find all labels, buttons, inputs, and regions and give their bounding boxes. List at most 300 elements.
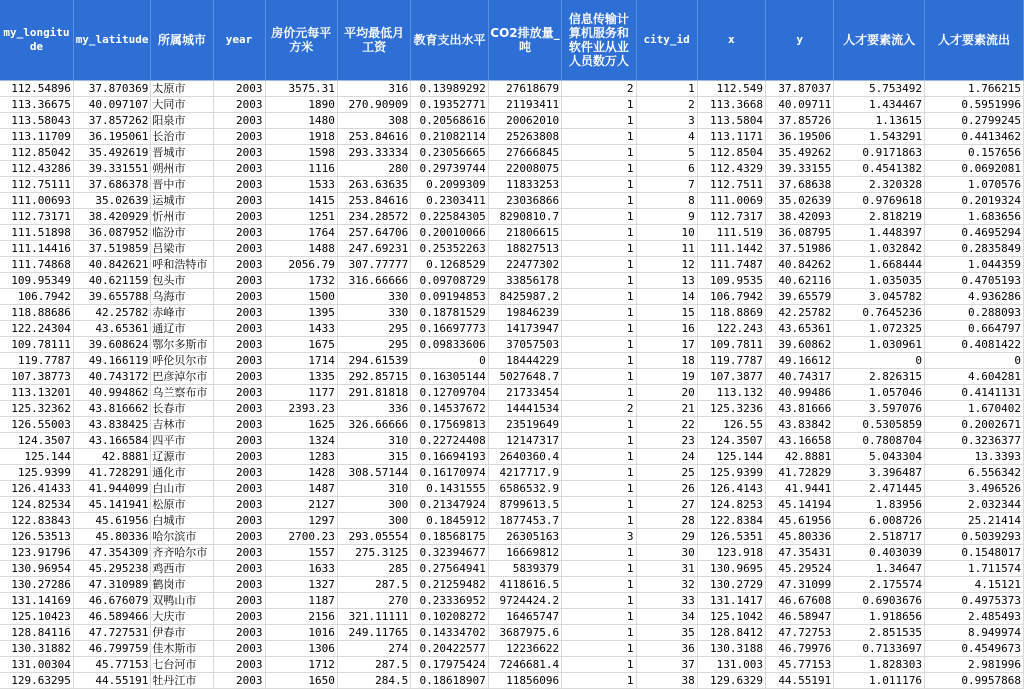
cell-city-id[interactable]: 18 <box>636 353 697 369</box>
cell-city-id[interactable]: 29 <box>636 529 697 545</box>
cell-year[interactable]: 2003 <box>213 561 265 577</box>
cell-longitude[interactable]: 111.74868 <box>0 257 73 273</box>
cell-co2-emissions[interactable]: 5027648.7 <box>488 369 561 385</box>
cell-talent-inflow[interactable]: 0 <box>834 353 925 369</box>
cell-latitude[interactable]: 37.519859 <box>73 241 150 257</box>
cell-it-employees[interactable]: 1 <box>562 113 636 129</box>
cell-education-spending[interactable]: 0.16694193 <box>411 449 488 465</box>
cell-co2-emissions[interactable]: 16465747 <box>488 609 561 625</box>
cell-min-wage[interactable]: 263.63635 <box>337 177 410 193</box>
cell-x[interactable]: 113.5804 <box>697 113 765 129</box>
cell-talent-outflow[interactable]: 6.556342 <box>925 465 1024 481</box>
cell-longitude[interactable]: 125.32362 <box>0 401 73 417</box>
cell-education-spending[interactable]: 0.16305144 <box>411 369 488 385</box>
cell-city[interactable]: 包头市 <box>151 273 213 289</box>
cell-city[interactable]: 吕梁市 <box>151 241 213 257</box>
cell-longitude[interactable]: 106.7942 <box>0 289 73 305</box>
cell-city[interactable]: 吉林市 <box>151 417 213 433</box>
cell-city-id[interactable]: 1 <box>636 81 697 97</box>
cell-longitude[interactable]: 123.91796 <box>0 545 73 561</box>
cell-house-price[interactable]: 1488 <box>265 241 337 257</box>
cell-y[interactable]: 45.29524 <box>766 561 834 577</box>
cell-house-price[interactable]: 1177 <box>265 385 337 401</box>
cell-talent-outflow[interactable]: 0.0692081 <box>925 161 1024 177</box>
cell-longitude[interactable]: 113.36675 <box>0 97 73 113</box>
cell-education-spending[interactable]: 0.18618907 <box>411 673 488 689</box>
cell-latitude[interactable]: 36.195061 <box>73 129 150 145</box>
cell-co2-emissions[interactable]: 11856096 <box>488 673 561 689</box>
cell-education-spending[interactable]: 0.13989292 <box>411 81 488 97</box>
cell-min-wage[interactable]: 280 <box>337 161 410 177</box>
cell-x[interactable]: 113.3668 <box>697 97 765 113</box>
cell-city-id[interactable]: 5 <box>636 145 697 161</box>
cell-co2-emissions[interactable]: 12147317 <box>488 433 561 449</box>
cell-latitude[interactable]: 40.743172 <box>73 369 150 385</box>
cell-min-wage[interactable]: 330 <box>337 289 410 305</box>
cell-co2-emissions[interactable]: 12236622 <box>488 641 561 657</box>
cell-y[interactable]: 49.16612 <box>766 353 834 369</box>
cell-it-employees[interactable]: 1 <box>562 129 636 145</box>
cell-talent-outflow[interactable]: 4.604281 <box>925 369 1024 385</box>
cell-talent-outflow[interactable]: 0.2799245 <box>925 113 1024 129</box>
cell-talent-inflow[interactable]: 5.753492 <box>834 81 925 97</box>
cell-latitude[interactable]: 42.8881 <box>73 449 150 465</box>
cell-city-id[interactable]: 15 <box>636 305 697 321</box>
cell-city-id[interactable]: 11 <box>636 241 697 257</box>
cell-min-wage[interactable]: 287.5 <box>337 657 410 673</box>
cell-longitude[interactable]: 107.38773 <box>0 369 73 385</box>
cell-city[interactable]: 乌海市 <box>151 289 213 305</box>
cell-min-wage[interactable]: 316 <box>337 81 410 97</box>
cell-talent-outflow[interactable]: 1.766215 <box>925 81 1024 97</box>
cell-talent-inflow[interactable]: 0.9769618 <box>834 193 925 209</box>
cell-year[interactable]: 2003 <box>213 241 265 257</box>
cell-talent-outflow[interactable]: 0.157656 <box>925 145 1024 161</box>
cell-house-price[interactable]: 1283 <box>265 449 337 465</box>
cell-talent-inflow[interactable]: 0.6903676 <box>834 593 925 609</box>
cell-city-id[interactable]: 6 <box>636 161 697 177</box>
cell-education-spending[interactable]: 0.18568175 <box>411 529 488 545</box>
cell-latitude[interactable]: 39.331551 <box>73 161 150 177</box>
cell-it-employees[interactable]: 1 <box>562 657 636 673</box>
cell-it-employees[interactable]: 1 <box>562 193 636 209</box>
cell-city-id[interactable]: 7 <box>636 177 697 193</box>
cell-x[interactable]: 111.0069 <box>697 193 765 209</box>
cell-latitude[interactable]: 36.087952 <box>73 225 150 241</box>
cell-house-price[interactable]: 1487 <box>265 481 337 497</box>
cell-x[interactable]: 119.7787 <box>697 353 765 369</box>
cell-city[interactable]: 伊春市 <box>151 625 213 641</box>
cell-latitude[interactable]: 39.608624 <box>73 337 150 353</box>
cell-city[interactable]: 鸡西市 <box>151 561 213 577</box>
cell-latitude[interactable]: 40.994862 <box>73 385 150 401</box>
cell-min-wage[interactable]: 326.66666 <box>337 417 410 433</box>
cell-it-employees[interactable]: 1 <box>562 577 636 593</box>
cell-it-employees[interactable]: 1 <box>562 209 636 225</box>
cell-city[interactable]: 牡丹江市 <box>151 673 213 689</box>
cell-longitude[interactable]: 111.14416 <box>0 241 73 257</box>
cell-min-wage[interactable]: 300 <box>337 497 410 513</box>
cell-it-employees[interactable]: 1 <box>562 225 636 241</box>
cell-x[interactable]: 125.1042 <box>697 609 765 625</box>
cell-latitude[interactable]: 45.61956 <box>73 513 150 529</box>
cell-x[interactable]: 129.6329 <box>697 673 765 689</box>
cell-year[interactable]: 2003 <box>213 129 265 145</box>
cell-talent-outflow[interactable]: 2.032344 <box>925 497 1024 513</box>
cell-y[interactable]: 37.51986 <box>766 241 834 257</box>
cell-x[interactable]: 106.7942 <box>697 289 765 305</box>
cell-city[interactable]: 松原市 <box>151 497 213 513</box>
cell-y[interactable]: 43.81666 <box>766 401 834 417</box>
cell-it-employees[interactable]: 1 <box>562 321 636 337</box>
cell-latitude[interactable]: 37.857262 <box>73 113 150 129</box>
cell-city[interactable]: 巴彦淖尔市 <box>151 369 213 385</box>
cell-education-spending[interactable]: 0.20568616 <box>411 113 488 129</box>
cell-talent-outflow[interactable]: 0.4695294 <box>925 225 1024 241</box>
cell-x[interactable]: 124.8253 <box>697 497 765 513</box>
cell-min-wage[interactable]: 336 <box>337 401 410 417</box>
cell-y[interactable]: 42.8881 <box>766 449 834 465</box>
cell-city-id[interactable]: 17 <box>636 337 697 353</box>
cell-longitude[interactable]: 113.11709 <box>0 129 73 145</box>
cell-talent-inflow[interactable]: 0.7133697 <box>834 641 925 657</box>
cell-latitude[interactable]: 46.676079 <box>73 593 150 609</box>
cell-latitude[interactable]: 43.838425 <box>73 417 150 433</box>
cell-longitude[interactable]: 130.96954 <box>0 561 73 577</box>
cell-y[interactable]: 36.08795 <box>766 225 834 241</box>
cell-city[interactable]: 阳泉市 <box>151 113 213 129</box>
cell-education-spending[interactable]: 0.14334702 <box>411 625 488 641</box>
cell-x[interactable]: 113.132 <box>697 385 765 401</box>
cell-talent-inflow[interactable]: 1.030961 <box>834 337 925 353</box>
cell-talent-inflow[interactable]: 0.9171863 <box>834 145 925 161</box>
cell-talent-outflow[interactable]: 0.2019324 <box>925 193 1024 209</box>
cell-city[interactable]: 运城市 <box>151 193 213 209</box>
cell-talent-inflow[interactable]: 1.072325 <box>834 321 925 337</box>
cell-co2-emissions[interactable]: 27618679 <box>488 81 561 97</box>
cell-city[interactable]: 大庆市 <box>151 609 213 625</box>
column-header-x[interactable]: x <box>697 0 765 81</box>
cell-talent-outflow[interactable]: 4.15121 <box>925 577 1024 593</box>
cell-city-id[interactable]: 23 <box>636 433 697 449</box>
cell-year[interactable]: 2003 <box>213 465 265 481</box>
cell-city-id[interactable]: 2 <box>636 97 697 113</box>
cell-year[interactable]: 2003 <box>213 609 265 625</box>
cell-year[interactable]: 2003 <box>213 321 265 337</box>
cell-co2-emissions[interactable]: 21733454 <box>488 385 561 401</box>
cell-year[interactable]: 2003 <box>213 369 265 385</box>
cell-it-employees[interactable]: 1 <box>562 481 636 497</box>
cell-x[interactable]: 112.7317 <box>697 209 765 225</box>
cell-city[interactable]: 朔州市 <box>151 161 213 177</box>
cell-house-price[interactable]: 1433 <box>265 321 337 337</box>
cell-city-id[interactable]: 36 <box>636 641 697 657</box>
column-header-city-id[interactable]: city_id <box>636 0 697 81</box>
cell-co2-emissions[interactable]: 8425987.2 <box>488 289 561 305</box>
cell-co2-emissions[interactable]: 11833253 <box>488 177 561 193</box>
cell-education-spending[interactable]: 0.19352771 <box>411 97 488 113</box>
cell-y[interactable]: 41.72829 <box>766 465 834 481</box>
cell-y[interactable]: 37.68638 <box>766 177 834 193</box>
column-header-city[interactable]: 所属城市 <box>151 0 213 81</box>
cell-city-id[interactable]: 33 <box>636 593 697 609</box>
column-header-house-price[interactable]: 房价元每平方米 <box>265 0 337 81</box>
cell-latitude[interactable]: 49.166119 <box>73 353 150 369</box>
cell-house-price[interactable]: 2156 <box>265 609 337 625</box>
cell-house-price[interactable]: 1116 <box>265 161 337 177</box>
cell-y[interactable]: 37.85726 <box>766 113 834 129</box>
cell-longitude[interactable]: 130.31882 <box>0 641 73 657</box>
cell-latitude[interactable]: 45.295238 <box>73 561 150 577</box>
cell-house-price[interactable]: 1324 <box>265 433 337 449</box>
cell-house-price[interactable]: 2056.79 <box>265 257 337 273</box>
cell-city-id[interactable]: 4 <box>636 129 697 145</box>
cell-talent-inflow[interactable]: 1.543291 <box>834 129 925 145</box>
cell-y[interactable]: 45.77153 <box>766 657 834 673</box>
cell-it-employees[interactable]: 1 <box>562 561 636 577</box>
cell-co2-emissions[interactable]: 25263808 <box>488 129 561 145</box>
cell-education-spending[interactable]: 0.1431555 <box>411 481 488 497</box>
cell-co2-emissions[interactable]: 2640360.4 <box>488 449 561 465</box>
cell-education-spending[interactable]: 0 <box>411 353 488 369</box>
cell-co2-emissions[interactable]: 23036866 <box>488 193 561 209</box>
cell-x[interactable]: 126.55 <box>697 417 765 433</box>
cell-city-id[interactable]: 19 <box>636 369 697 385</box>
cell-min-wage[interactable]: 247.69231 <box>337 241 410 257</box>
cell-longitude[interactable]: 118.88686 <box>0 305 73 321</box>
cell-education-spending[interactable]: 0.20422577 <box>411 641 488 657</box>
cell-city-id[interactable]: 12 <box>636 257 697 273</box>
cell-co2-emissions[interactable]: 20062010 <box>488 113 561 129</box>
cell-it-employees[interactable]: 1 <box>562 497 636 513</box>
cell-year[interactable]: 2003 <box>213 401 265 417</box>
cell-house-price[interactable]: 1650 <box>265 673 337 689</box>
cell-longitude[interactable]: 126.53513 <box>0 529 73 545</box>
cell-city[interactable]: 大同市 <box>151 97 213 113</box>
cell-min-wage[interactable]: 310 <box>337 481 410 497</box>
cell-education-spending[interactable]: 0.09194853 <box>411 289 488 305</box>
cell-co2-emissions[interactable]: 18827513 <box>488 241 561 257</box>
cell-y[interactable]: 40.99486 <box>766 385 834 401</box>
cell-longitude[interactable]: 112.75111 <box>0 177 73 193</box>
cell-year[interactable]: 2003 <box>213 481 265 497</box>
cell-x[interactable]: 109.9535 <box>697 273 765 289</box>
cell-x[interactable]: 130.9695 <box>697 561 765 577</box>
cell-co2-emissions[interactable]: 22008075 <box>488 161 561 177</box>
cell-year[interactable]: 2003 <box>213 209 265 225</box>
cell-talent-outflow[interactable]: 0.4705193 <box>925 273 1024 289</box>
cell-education-spending[interactable]: 0.22724408 <box>411 433 488 449</box>
cell-year[interactable]: 2003 <box>213 449 265 465</box>
cell-education-spending[interactable]: 0.27564941 <box>411 561 488 577</box>
cell-it-employees[interactable]: 1 <box>562 369 636 385</box>
cell-co2-emissions[interactable]: 3687975.6 <box>488 625 561 641</box>
cell-y[interactable]: 36.19506 <box>766 129 834 145</box>
cell-education-spending[interactable]: 0.2303411 <box>411 193 488 209</box>
cell-year[interactable]: 2003 <box>213 673 265 689</box>
cell-city-id[interactable]: 26 <box>636 481 697 497</box>
cell-min-wage[interactable]: 321.11111 <box>337 609 410 625</box>
cell-co2-emissions[interactable]: 22477302 <box>488 257 561 273</box>
cell-co2-emissions[interactable]: 8290810.7 <box>488 209 561 225</box>
cell-latitude[interactable]: 40.621159 <box>73 273 150 289</box>
cell-min-wage[interactable]: 300 <box>337 513 410 529</box>
cell-min-wage[interactable]: 285 <box>337 561 410 577</box>
cell-y[interactable]: 43.65361 <box>766 321 834 337</box>
cell-it-employees[interactable]: 2 <box>562 401 636 417</box>
cell-talent-inflow[interactable]: 0.7808704 <box>834 433 925 449</box>
cell-y[interactable]: 40.84262 <box>766 257 834 273</box>
cell-y[interactable]: 43.83842 <box>766 417 834 433</box>
cell-house-price[interactable]: 1890 <box>265 97 337 113</box>
cell-longitude[interactable]: 109.78111 <box>0 337 73 353</box>
cell-longitude[interactable]: 126.41433 <box>0 481 73 497</box>
cell-talent-outflow[interactable]: 1.683656 <box>925 209 1024 225</box>
cell-house-price[interactable]: 1557 <box>265 545 337 561</box>
cell-city-id[interactable]: 13 <box>636 273 697 289</box>
cell-min-wage[interactable]: 307.77777 <box>337 257 410 273</box>
cell-city[interactable]: 齐齐哈尔市 <box>151 545 213 561</box>
cell-longitude[interactable]: 129.63295 <box>0 673 73 689</box>
cell-it-employees[interactable]: 1 <box>562 673 636 689</box>
cell-y[interactable]: 46.79976 <box>766 641 834 657</box>
cell-city[interactable]: 辽源市 <box>151 449 213 465</box>
cell-longitude[interactable]: 131.00304 <box>0 657 73 673</box>
cell-longitude[interactable]: 131.14169 <box>0 593 73 609</box>
cell-talent-outflow[interactable]: 0.9957868 <box>925 673 1024 689</box>
cell-talent-inflow[interactable]: 2.175574 <box>834 577 925 593</box>
cell-co2-emissions[interactable]: 23519649 <box>488 417 561 433</box>
column-header-min-wage[interactable]: 平均最低月工资 <box>337 0 410 81</box>
cell-talent-outflow[interactable]: 1.670402 <box>925 401 1024 417</box>
cell-longitude[interactable]: 125.144 <box>0 449 73 465</box>
cell-co2-emissions[interactable]: 8799613.5 <box>488 497 561 513</box>
cell-co2-emissions[interactable]: 1877453.7 <box>488 513 561 529</box>
cell-city[interactable]: 哈尔滨市 <box>151 529 213 545</box>
cell-talent-outflow[interactable]: 0.4081422 <box>925 337 1024 353</box>
cell-house-price[interactable]: 1633 <box>265 561 337 577</box>
cell-co2-emissions[interactable]: 21806615 <box>488 225 561 241</box>
column-header-my-longitude[interactable]: my_longitude <box>0 0 73 81</box>
cell-house-price[interactable]: 1428 <box>265 465 337 481</box>
cell-x[interactable]: 125.3236 <box>697 401 765 417</box>
cell-it-employees[interactable]: 1 <box>562 337 636 353</box>
cell-talent-outflow[interactable]: 0 <box>925 353 1024 369</box>
cell-talent-inflow[interactable]: 2.818219 <box>834 209 925 225</box>
cell-y[interactable]: 39.65579 <box>766 289 834 305</box>
column-header-talent-inflow[interactable]: 人才要素流入 <box>834 0 925 81</box>
cell-house-price[interactable]: 1918 <box>265 129 337 145</box>
cell-talent-inflow[interactable]: 1.828303 <box>834 657 925 673</box>
cell-house-price[interactable]: 1395 <box>265 305 337 321</box>
column-header-my-latitude[interactable]: my_latitude <box>73 0 150 81</box>
cell-longitude[interactable]: 119.7787 <box>0 353 73 369</box>
cell-latitude[interactable]: 37.870369 <box>73 81 150 97</box>
cell-house-price[interactable]: 1625 <box>265 417 337 433</box>
cell-x[interactable]: 131.1417 <box>697 593 765 609</box>
cell-x[interactable]: 111.519 <box>697 225 765 241</box>
cell-city[interactable]: 长春市 <box>151 401 213 417</box>
cell-year[interactable]: 2003 <box>213 161 265 177</box>
cell-house-price[interactable]: 2700.23 <box>265 529 337 545</box>
cell-education-spending[interactable]: 0.22584305 <box>411 209 488 225</box>
cell-talent-outflow[interactable]: 0.664797 <box>925 321 1024 337</box>
cell-year[interactable]: 2003 <box>213 593 265 609</box>
cell-x[interactable]: 111.7487 <box>697 257 765 273</box>
cell-x[interactable]: 126.5351 <box>697 529 765 545</box>
cell-education-spending[interactable]: 0.16170974 <box>411 465 488 481</box>
cell-min-wage[interactable]: 293.33334 <box>337 145 410 161</box>
cell-x[interactable]: 111.1442 <box>697 241 765 257</box>
cell-talent-outflow[interactable]: 0.2835849 <box>925 241 1024 257</box>
cell-latitude[interactable]: 40.097107 <box>73 97 150 113</box>
cell-min-wage[interactable]: 330 <box>337 305 410 321</box>
cell-it-employees[interactable]: 1 <box>562 241 636 257</box>
cell-min-wage[interactable]: 270.90909 <box>337 97 410 113</box>
cell-year[interactable]: 2003 <box>213 529 265 545</box>
cell-longitude[interactable]: 125.9399 <box>0 465 73 481</box>
cell-talent-inflow[interactable]: 0.5305859 <box>834 417 925 433</box>
cell-year[interactable]: 2003 <box>213 225 265 241</box>
cell-latitude[interactable]: 44.55191 <box>73 673 150 689</box>
cell-city-id[interactable]: 31 <box>636 561 697 577</box>
cell-education-spending[interactable]: 0.18781529 <box>411 305 488 321</box>
cell-talent-inflow[interactable]: 1.057046 <box>834 385 925 401</box>
cell-education-spending[interactable]: 0.1845912 <box>411 513 488 529</box>
cell-city[interactable]: 呼和浩特市 <box>151 257 213 273</box>
cell-education-spending[interactable]: 0.23056665 <box>411 145 488 161</box>
cell-city[interactable]: 呼伦贝尔市 <box>151 353 213 369</box>
cell-x[interactable]: 112.7511 <box>697 177 765 193</box>
cell-year[interactable]: 2003 <box>213 337 265 353</box>
cell-y[interactable]: 40.62116 <box>766 273 834 289</box>
cell-talent-inflow[interactable]: 1.34647 <box>834 561 925 577</box>
cell-longitude[interactable]: 112.73171 <box>0 209 73 225</box>
cell-education-spending[interactable]: 0.16697773 <box>411 321 488 337</box>
cell-y[interactable]: 43.16658 <box>766 433 834 449</box>
cell-talent-inflow[interactable]: 3.045782 <box>834 289 925 305</box>
cell-co2-emissions[interactable]: 33856178 <box>488 273 561 289</box>
cell-city[interactable]: 长治市 <box>151 129 213 145</box>
cell-co2-emissions[interactable]: 6586532.9 <box>488 481 561 497</box>
cell-city-id[interactable]: 22 <box>636 417 697 433</box>
cell-longitude[interactable]: 124.3507 <box>0 433 73 449</box>
cell-longitude[interactable]: 130.27286 <box>0 577 73 593</box>
cell-longitude[interactable]: 112.43286 <box>0 161 73 177</box>
cell-city[interactable]: 鹤岗市 <box>151 577 213 593</box>
cell-latitude[interactable]: 43.166584 <box>73 433 150 449</box>
cell-y[interactable]: 38.42093 <box>766 209 834 225</box>
cell-co2-emissions[interactable]: 4217717.9 <box>488 465 561 481</box>
cell-city[interactable]: 佳木斯市 <box>151 641 213 657</box>
cell-longitude[interactable]: 122.24304 <box>0 321 73 337</box>
cell-it-employees[interactable]: 1 <box>562 641 636 657</box>
cell-education-spending[interactable]: 0.23336952 <box>411 593 488 609</box>
cell-talent-outflow[interactable]: 0.5951996 <box>925 97 1024 113</box>
cell-co2-emissions[interactable]: 27666845 <box>488 145 561 161</box>
cell-education-spending[interactable]: 0.09833606 <box>411 337 488 353</box>
cell-talent-outflow[interactable]: 4.936286 <box>925 289 1024 305</box>
cell-co2-emissions[interactable]: 16669812 <box>488 545 561 561</box>
cell-talent-inflow[interactable]: 2.320328 <box>834 177 925 193</box>
cell-year[interactable]: 2003 <box>213 433 265 449</box>
cell-latitude[interactable]: 37.686378 <box>73 177 150 193</box>
cell-talent-inflow[interactable]: 1.434467 <box>834 97 925 113</box>
cell-y[interactable]: 40.74317 <box>766 369 834 385</box>
cell-it-employees[interactable]: 1 <box>562 305 636 321</box>
cell-city[interactable]: 通化市 <box>151 465 213 481</box>
cell-latitude[interactable]: 45.77153 <box>73 657 150 673</box>
